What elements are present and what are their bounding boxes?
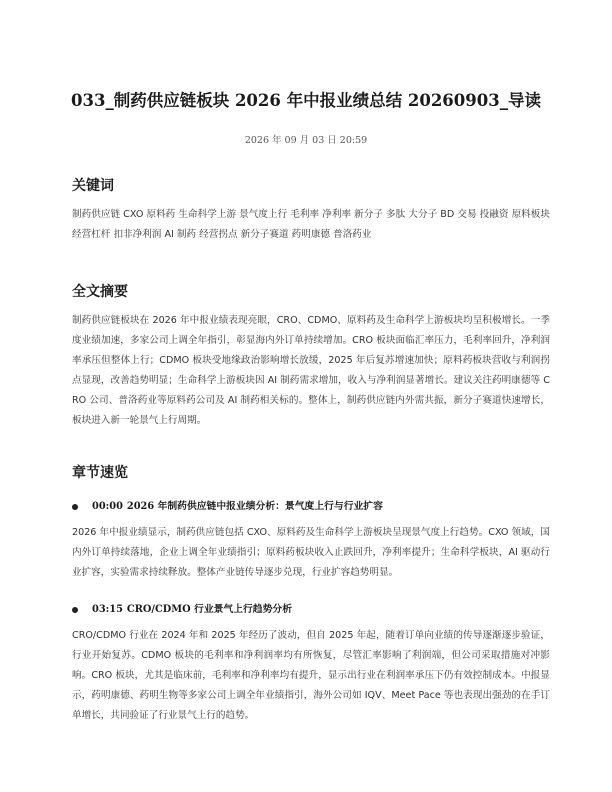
summary-heading: 全文摘要 — [72, 284, 128, 300]
keyword: 多肽 — [386, 209, 406, 220]
chapter-title: 2026 年制药供应链中报业绩分析：景气度上行与行业扩容 — [126, 501, 383, 512]
bullet-icon — [72, 504, 78, 510]
summary-text: 制药供应链板块在 2026 年中报业绩表现亮眼，CRO、CDMO、原料药及生命科学上游板块均呈积极增长。一季度业绩加速，多家公司上调全年指引，彰显海内外订单持续增加。CRO 板块面临汇率压力，毛利率回升，净利润率承压但整体上行；CDMO 板块受地缘政治影响增长放缓，2025 年后复苏增速加快；原料药板块营收与利润拐点显现，改善趋势明显；生命科学上游板块因 AI 制药需求增加，收入与净利润显著增长。建议关注药明康德等 CRO 公司、普洛药业等原料药公司及 AI 制药相关标的。整体上，制药供应链内外需共振，新分子赛道快速增长，板块进入新一轮景气上行周期。 — [72, 315, 550, 426]
chapter-timestamp: 03:15 — [92, 604, 123, 615]
chapter-item — [72, 497, 550, 583]
keywords-list — [72, 205, 550, 245]
keyword: 制药供应链 — [72, 209, 121, 220]
keyword: 生命科学上游 — [178, 209, 237, 220]
keyword: 经营杠杆 — [72, 229, 111, 240]
keyword: 经营拐点 — [199, 229, 238, 240]
chapters-heading: 章节速览 — [72, 465, 128, 481]
keywords-heading: 关键词 — [72, 178, 114, 194]
keyword: BD 交易 — [440, 209, 477, 220]
chapter-item — [72, 600, 550, 726]
bullet-icon — [72, 607, 78, 613]
keyword: AI 制药 — [164, 229, 197, 240]
keyword: 扣非净利润 — [113, 229, 162, 240]
keyword: CXO — [123, 209, 144, 220]
keyword: 投融资 — [479, 209, 509, 220]
keyword: 新分子 — [354, 209, 383, 220]
keyword: 原料药 — [146, 209, 176, 220]
document-title: 033_制药供应链板块 2026 年中报业绩总结 20260903_导读 — [71, 91, 541, 110]
chapter-text: CRO/CDMO 行业在 2024 年和 2025 年经历了波动，但自 2025 年起，随着订单向业绩的传导逐渐逐步验证，行业开始复苏。CDMO 板块的毛利率和净利润率均有所恢复，尽管汇率影响了利润端，但公司采取措施对冲影响。CRO 板块，尤其是临床前，毛利率和净利率均有提升，显示出行业在利润率承压下仍有效控制成本。中报显示，药明康德、药明生物等多家公司上调全年业绩指引，海外公司如 IQV、Meet Pace 等也表现出强劲的在手订单增长，共同验证了行业景气上行的趋势。 — [72, 630, 550, 721]
chapter-heading — [72, 497, 550, 517]
chapter-heading — [72, 600, 550, 620]
keyword: 普洛药业 — [333, 229, 372, 240]
chapter-title: CRO/CDMO 行业景气上行趋势分析 — [126, 604, 292, 615]
keyword: 新分子赛道 — [240, 229, 289, 240]
keyword: 大分子 — [408, 209, 438, 220]
chapter-timestamp: 00:00 — [92, 501, 123, 512]
keyword: 原料板块 — [511, 209, 550, 220]
keyword: 毛利率 — [290, 209, 320, 220]
keyword: 药明康德 — [291, 229, 331, 240]
keyword: 净利率 — [322, 209, 352, 220]
chapter-text: 2026 年中报业绩显示，制药供应链包括 CXO、原料药及生命科学上游板块呈现景气度上行趋势。CXO 领域，国内外订单持续落地，企业上调全年业绩指引；原料药板块收入止跌回升，净利率提升；生命科学板块，AI 驱动行业扩容，实验需求持续释放。整体产业链传导逐步兑现，行业扩容趋势明显。 — [72, 527, 550, 578]
keyword: 景气度上行 — [239, 209, 288, 220]
document-date: 2026 年 09 月 03 日 20:59 — [244, 135, 368, 146]
